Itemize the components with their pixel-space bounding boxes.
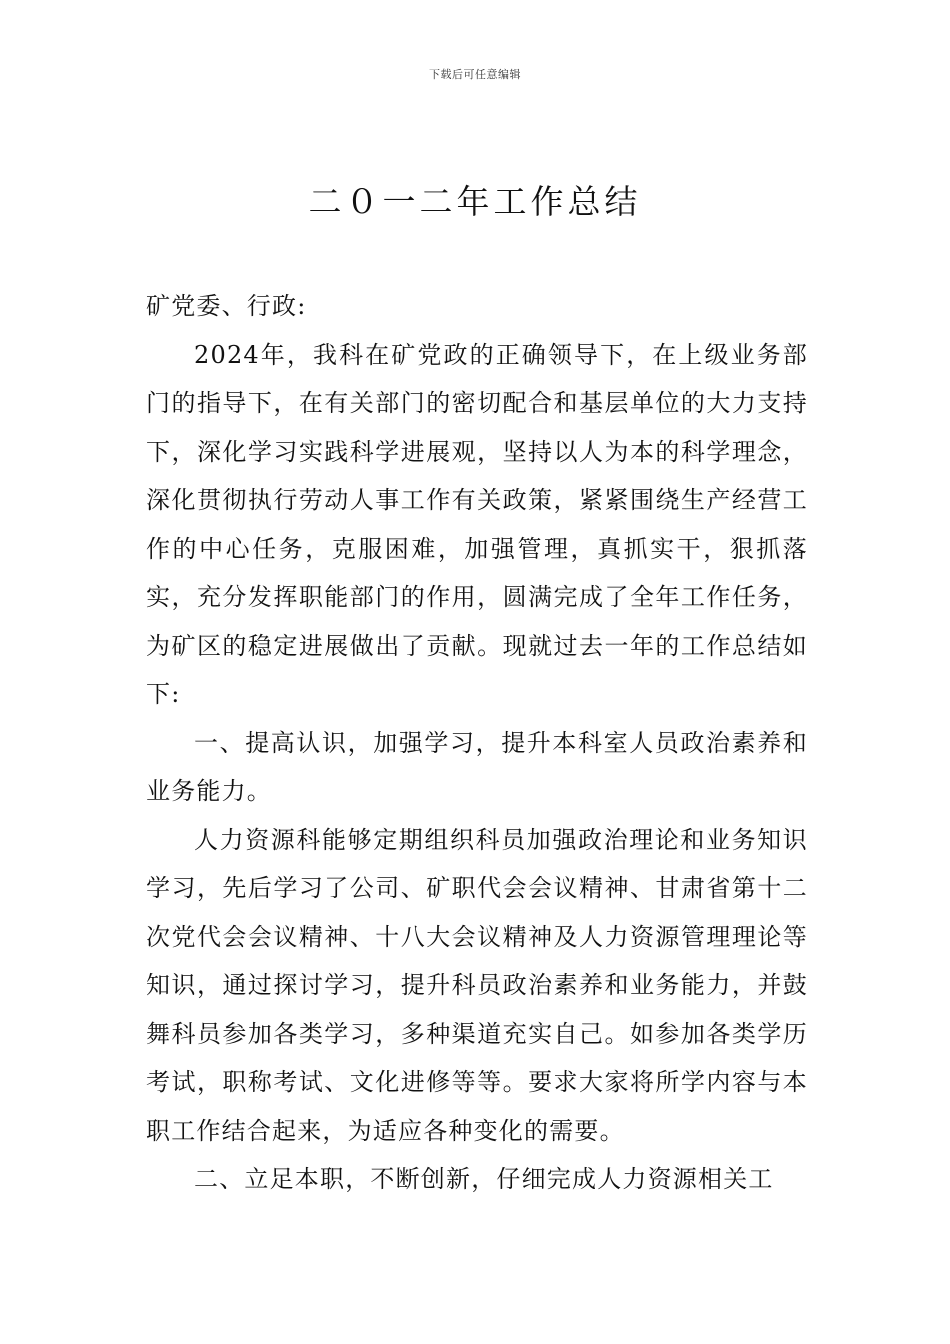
salutation: 矿党委、行政:	[146, 292, 307, 320]
section-heading-2: 二、立足本职，不断创新，仔细完成人力资源相关工	[194, 1165, 774, 1193]
document-title: 二０一二年工作总结	[308, 182, 642, 221]
document-body	[146, 282, 808, 1204]
paragraph-intro: 2024年，我科在矿党政的正确领导下，在上级业务部门的指导下，在有关部门的密切配合和基层单位的大力支持下，深化学习实践科学进展观，坚持以人为本的科学理念，深化贯彻执行劳动人事工作有关政策，紧紧围绕生产经营工作的中心任务，克服困难，加强管理，真抓实干，狠抓落实，充分发挥职能部门的作用，圆满完成了全年工作任务，为矿区的稳定进展做出了贡献。现就过去一年的工作总结如下:	[146, 340, 808, 708]
section-heading-1: 一、提高认识，加强学习，提升本科室人员政治素养和业务能力。	[146, 728, 808, 805]
header-note: 下载后可任意编辑	[429, 68, 521, 81]
paragraph-section-1: 人力资源科能够定期组织科员加强政治理论和业务知识学习，先后学习了公司、矿职代会会议精神、甘肃省第十二次党代会会议精神、十八大会议精神及人力资源管理理论等知识，通过探讨学习，提升科员政治素养和业务能力，并鼓舞科员参加各类学习，多种渠道充实自己。如参加各类学历考试，职称考试、文化进修等等。要求大家将所学内容与本职工作结合起来，为适应各种变化的需要。	[146, 825, 808, 1145]
